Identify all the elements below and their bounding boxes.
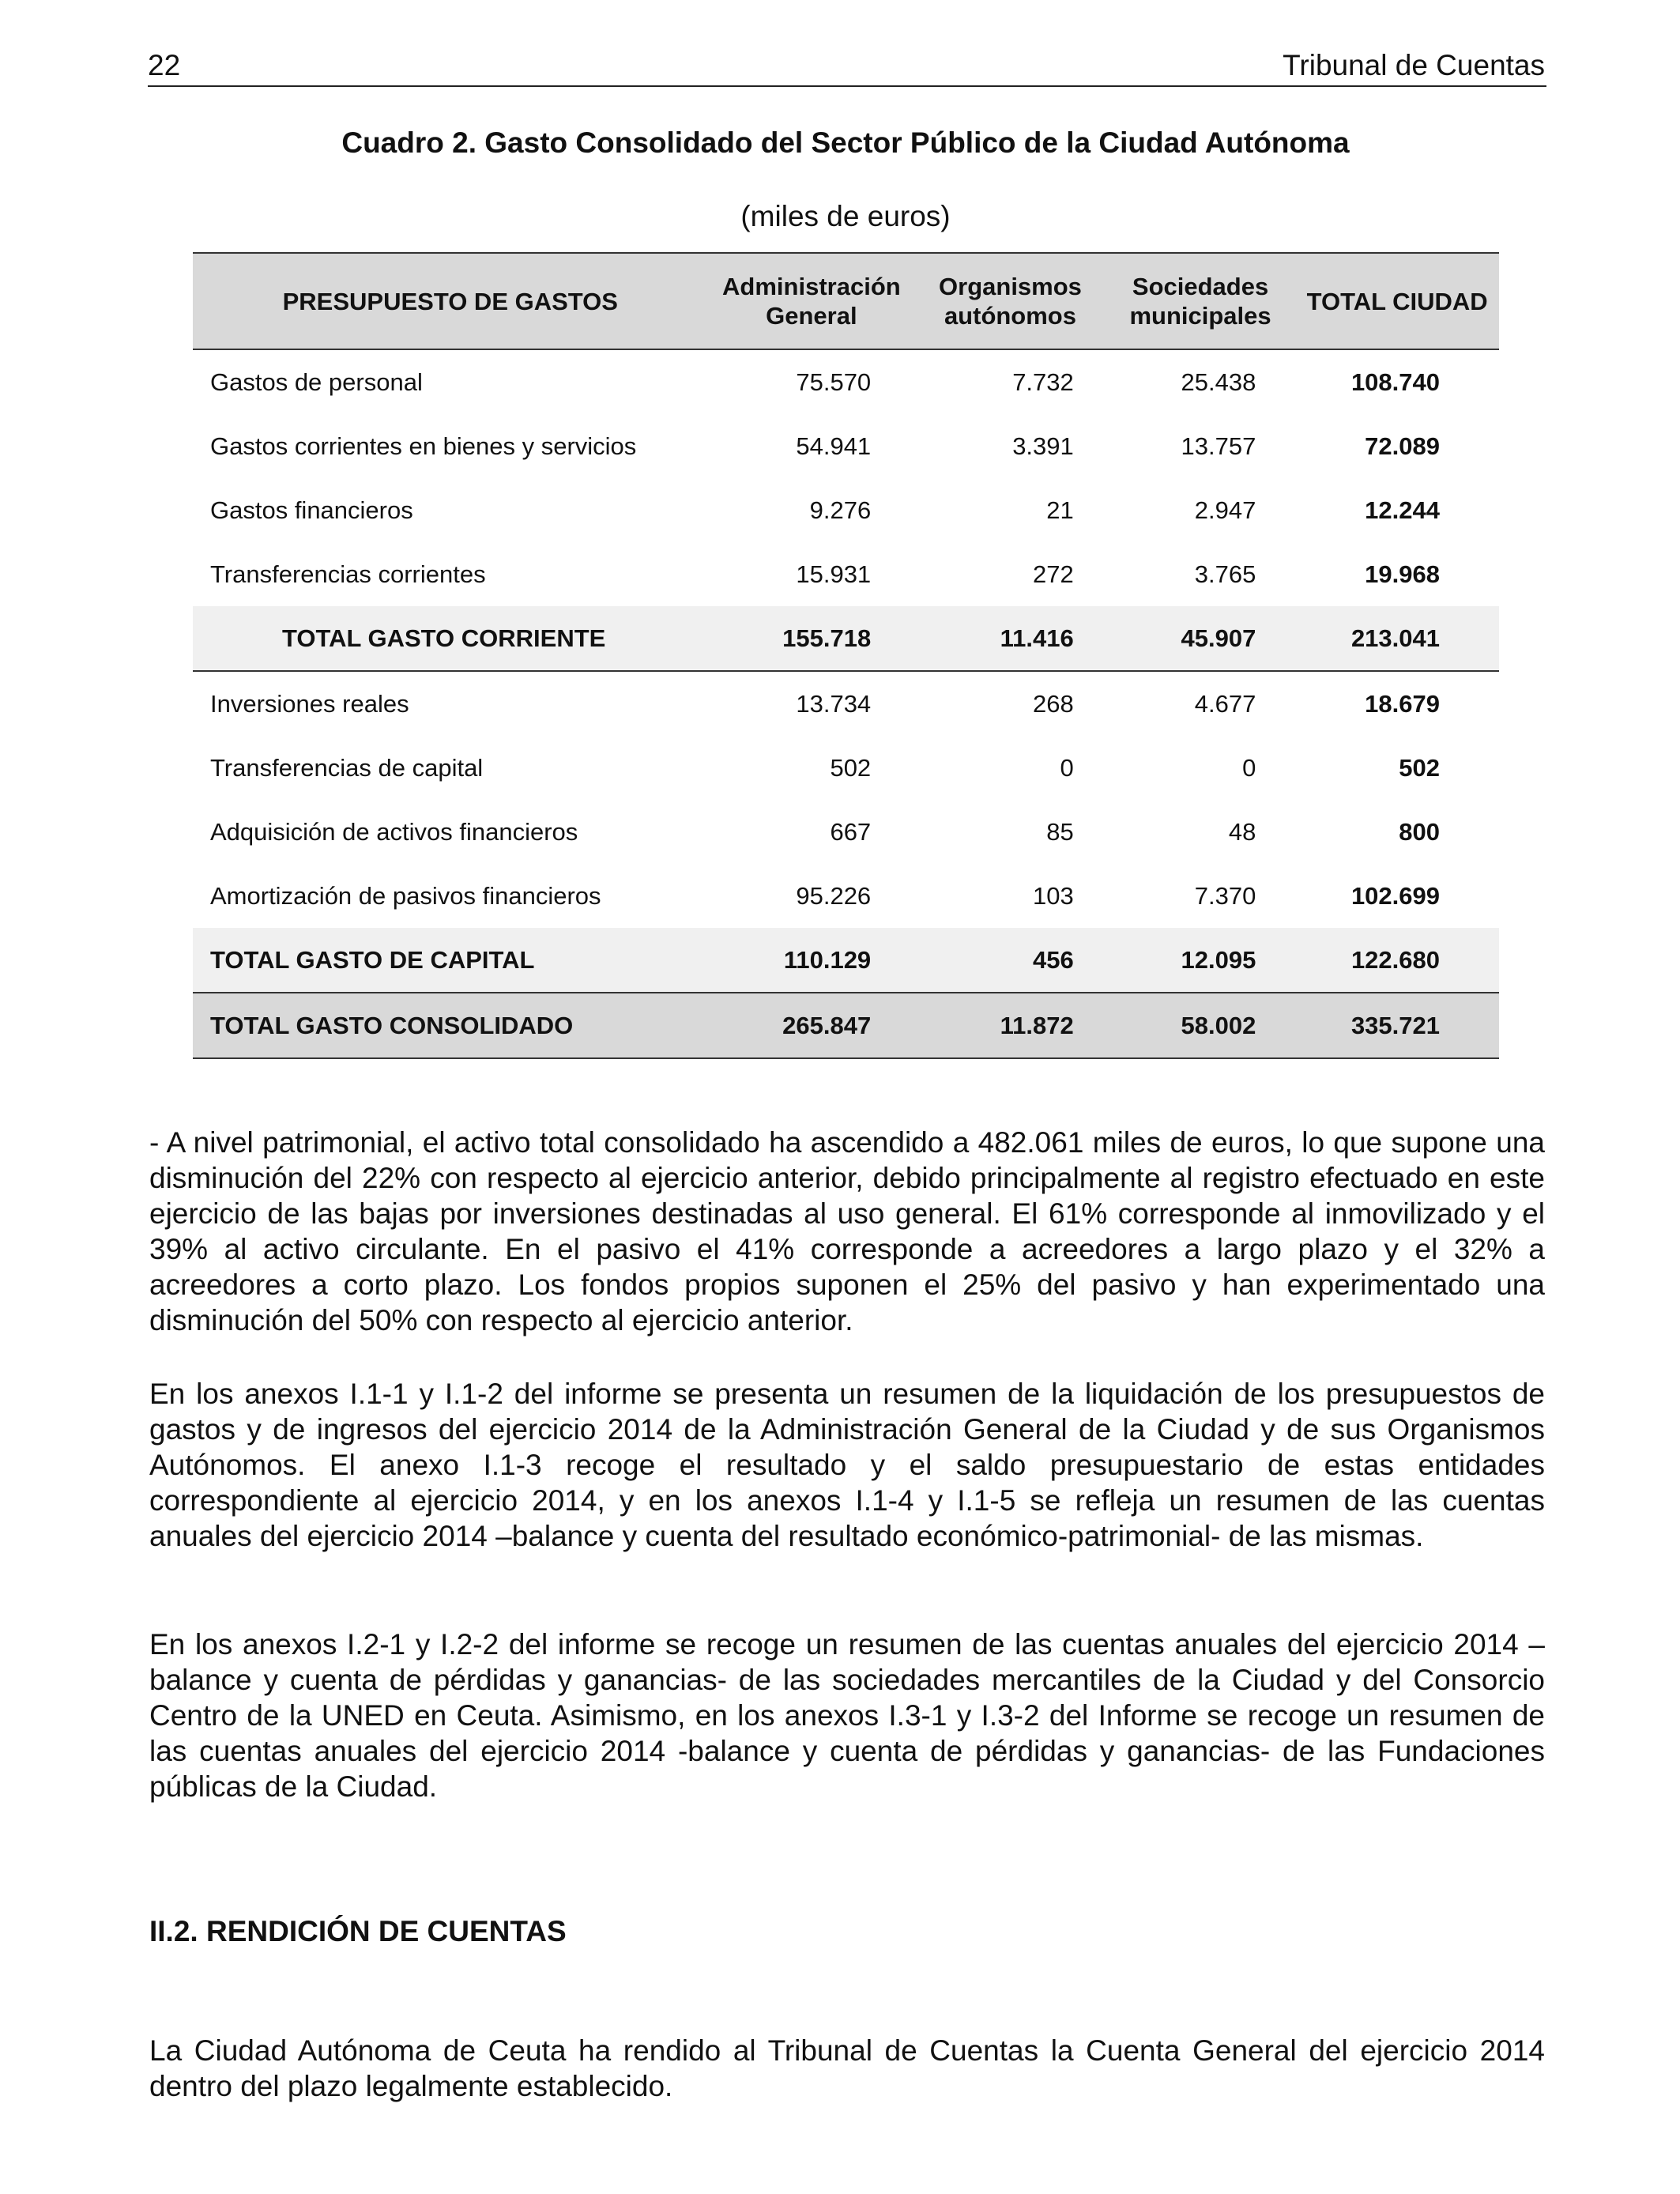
expense-table	[193, 252, 1499, 1059]
row-concept: Transferencias corrientes	[210, 560, 486, 588]
section-heading: II.2. RENDICIÓN DE CUENTAS	[149, 1915, 567, 1947]
cell-organisms: 268	[1033, 689, 1074, 718]
cell-total: 102.699	[1350, 881, 1440, 910]
cell-admin: 54.941	[796, 432, 872, 460]
cell-total: 800	[1399, 817, 1440, 846]
cell-total: 335.721	[1295, 993, 1499, 1058]
cell-organisms: 21	[1046, 496, 1074, 524]
page-header	[148, 46, 1546, 87]
table-header-row	[193, 253, 1499, 349]
cell-organisms: 7.732	[1012, 368, 1074, 396]
row-concept: TOTAL GASTO CONSOLIDADO	[193, 993, 708, 1058]
cell-total: 502	[1399, 753, 1440, 782]
table-title: Cuadro 2. Gasto Consolidado del Sector Público de la Ciudad Autónoma	[341, 126, 1350, 159]
cell-total: 72.089	[1365, 432, 1440, 460]
cell-total: 18.679	[1365, 689, 1440, 718]
cell-total: 12.244	[1365, 496, 1440, 524]
row-concept: TOTAL GASTO DE CAPITAL	[193, 928, 708, 993]
column-header-admin: Administración General	[708, 253, 916, 349]
table-row	[193, 800, 1499, 864]
paragraph-rendicion: La Ciudad Autónoma de Ceuta ha rendido al Tribunal de Cuentas la Cuenta General del ejercicio 2014 dentro del plazo legalmente establecido.	[149, 2034, 1545, 2102]
paragraph-annexes-1: En los anexos I.1-1 y I.1-2 del informe se presenta un resumen de la liquidación de los presupuestos de gastos y de ingresos del ejercicio 2014 de la Administración General de la Ciudad y de sus Organismos Autónomos. El anexo I.1-3 recoge el resultado y el saldo presupuestario de estas entidades correspondiente al ejercicio 2014, y en los anexos I.1-4 y I.1-5 se refleja un resumen de las cuentas anuales del ejercicio 2014 –balance y cuenta del resultado económico-patrimonial- de las mismas.	[149, 1378, 1545, 1552]
row-concept: Amortización de pasivos financieros	[210, 881, 601, 910]
column-header-companies: Sociedades municipales	[1106, 253, 1296, 349]
cell-admin: 667	[830, 817, 872, 846]
paragraph-annexes-2: En los anexos I.2-1 y I.2-2 del informe se recoge un resumen de las cuentas anuales del ejercicio 2014 –balance y cuenta de pérdidas y ganancias- de las sociedades mercantiles de la Ciudad y del Consorcio Centro de la UNED en Ceuta. Asimismo, en los anexos I.3-1 y I.3-2 del Informe se recoge un resumen de las cuentas anuales del ejercicio 2014 -balance y cuenta de pérdidas y ganancias- de las Fundaciones públicas de la Ciudad.	[149, 1628, 1545, 1803]
cell-organisms: 85	[1046, 817, 1074, 846]
cell-companies: 2.947	[1194, 496, 1256, 524]
row-concept: Inversiones reales	[210, 689, 409, 718]
paragraph-patrimonial: - A nivel patrimonial, el activo total consolidado ha ascendido a 482.061 miles de euros, lo que supone una disminución del 22% con respecto al ejercicio anterior, debido principalmente al registro efectuado en este ejercicio de las bajas por inversiones destinadas al uso general. El 61% corresponde al inmovilizado y el 39% al activo circulante. En el pasivo el 41% corresponde a acreedores a largo plazo y el 32% a acreedores a corto plazo. Los fondos propios suponen el 25% del pasivo y han experimentado una disminución del 50% con respecto al ejercicio anterior.	[149, 1126, 1545, 1336]
table-row	[193, 542, 1499, 606]
subtotal-row-capital	[193, 928, 1499, 993]
cell-organisms: 11.872	[915, 993, 1106, 1058]
cell-companies: 13.757	[1181, 432, 1256, 460]
table-row	[193, 671, 1499, 736]
cell-admin: 95.226	[796, 881, 872, 910]
cell-companies: 45.907	[1106, 606, 1296, 671]
running-title: Tribunal de Cuentas	[1283, 49, 1545, 81]
subtotal-row-current	[193, 606, 1499, 671]
cell-companies: 3.765	[1194, 560, 1256, 588]
cell-organisms: 103	[1033, 881, 1074, 910]
table-row	[193, 478, 1499, 542]
cell-admin: 15.931	[796, 560, 872, 588]
column-header-organisms: Organismos autónomos	[915, 253, 1106, 349]
cell-companies: 25.438	[1181, 368, 1256, 396]
row-concept: Gastos financieros	[210, 496, 413, 524]
row-concept: Adquisición de activos financieros	[210, 817, 578, 846]
cell-companies: 58.002	[1106, 993, 1296, 1058]
cell-organisms: 456	[915, 928, 1106, 993]
cell-admin: 155.718	[708, 606, 916, 671]
table-row	[193, 349, 1499, 414]
cell-admin: 265.847	[708, 993, 916, 1058]
cell-organisms: 272	[1033, 560, 1074, 588]
cell-admin: 502	[830, 753, 872, 782]
row-concept: Transferencias de capital	[210, 753, 484, 782]
table-row	[193, 864, 1499, 928]
cell-organisms: 0	[1060, 753, 1074, 782]
cell-total: 122.680	[1295, 928, 1499, 993]
column-header-concept: PRESUPUESTO DE GASTOS	[193, 253, 708, 349]
cell-total: 108.740	[1350, 368, 1440, 396]
table-row	[193, 736, 1499, 800]
cell-admin: 75.570	[796, 368, 872, 396]
page-number: 22	[148, 49, 181, 81]
cell-companies: 7.370	[1194, 881, 1256, 910]
table-subtitle: (miles de euros)	[740, 200, 951, 232]
cell-admin: 110.129	[708, 928, 916, 993]
table-row	[193, 414, 1499, 478]
cell-total: 213.041	[1295, 606, 1499, 671]
cell-admin: 9.276	[809, 496, 872, 524]
cell-companies: 12.095	[1106, 928, 1296, 993]
cell-organisms: 11.416	[915, 606, 1106, 671]
row-concept: TOTAL GASTO CORRIENTE	[193, 606, 708, 671]
cell-companies: 4.677	[1194, 689, 1256, 718]
cell-organisms: 3.391	[1012, 432, 1074, 460]
cell-companies: 48	[1228, 817, 1256, 846]
cell-total: 19.968	[1365, 560, 1440, 588]
row-concept: Gastos de personal	[210, 368, 423, 396]
cell-companies: 0	[1242, 753, 1256, 782]
cell-admin: 13.734	[796, 689, 872, 718]
column-header-total: TOTAL CIUDAD	[1295, 253, 1499, 349]
row-concept: Gastos corrientes en bienes y servicios	[210, 432, 637, 460]
grand-total-row	[193, 993, 1499, 1058]
